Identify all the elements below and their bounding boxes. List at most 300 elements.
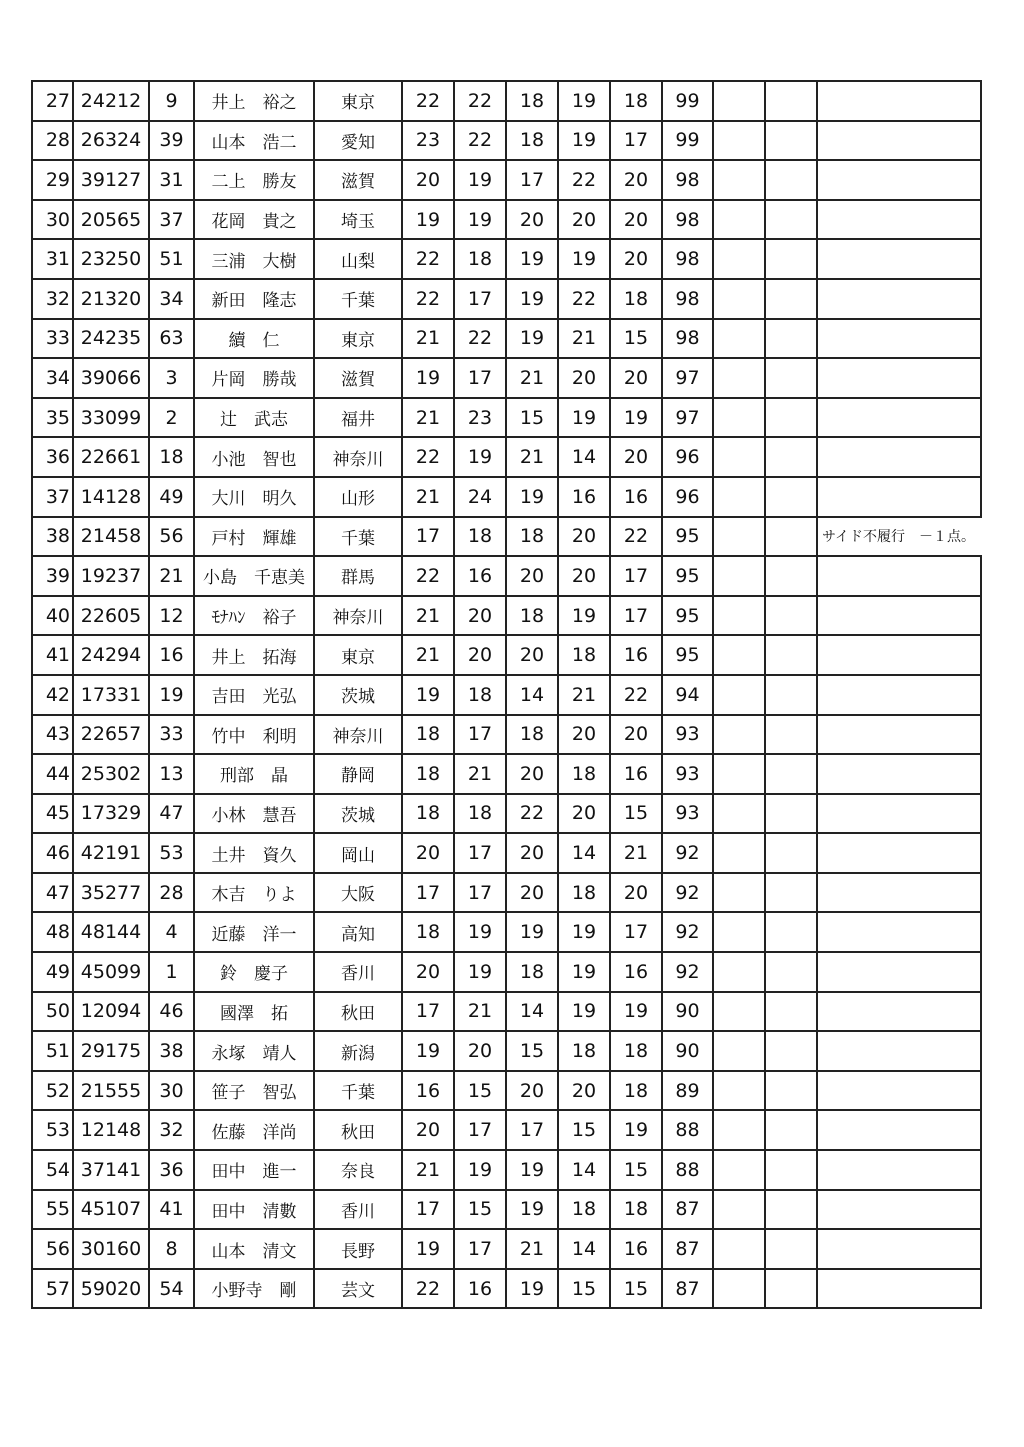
score-2-cell: 17 <box>454 873 506 913</box>
rank-cell: 32 <box>32 279 73 319</box>
blank-cell <box>765 912 817 952</box>
score-3-cell: 15 <box>506 1031 558 1071</box>
total-score-cell: 93 <box>662 794 713 834</box>
score-1-cell: 21 <box>402 596 454 636</box>
rank-cell: 53 <box>32 1110 73 1150</box>
rank-cell: 30 <box>32 200 73 240</box>
remarks-cell <box>817 1269 981 1309</box>
blank-cell <box>765 794 817 834</box>
total-score-cell: 90 <box>662 1031 713 1071</box>
member-id-cell: 24294 <box>73 635 149 675</box>
remarks-cell <box>817 635 981 675</box>
remarks-cell <box>817 556 981 596</box>
table-row <box>32 715 981 755</box>
score-2-cell: 18 <box>454 675 506 715</box>
blank-cell <box>713 873 765 913</box>
remarks-cell <box>817 239 981 279</box>
score-5-cell: 16 <box>610 635 662 675</box>
table-row <box>32 279 981 319</box>
blank-cell <box>765 596 817 636</box>
blank-cell <box>713 596 765 636</box>
score-5-cell: 15 <box>610 794 662 834</box>
competitor-name-cell: 田中 進一 <box>194 1150 314 1190</box>
blank-cell <box>765 635 817 675</box>
member-id-cell: 23250 <box>73 239 149 279</box>
score-5-cell: 18 <box>610 81 662 121</box>
total-score-cell: 93 <box>662 754 713 794</box>
table-row <box>32 1269 981 1309</box>
prefecture-cell: 神奈川 <box>314 715 402 755</box>
total-score-cell: 96 <box>662 477 713 517</box>
score-2-cell: 18 <box>454 794 506 834</box>
member-id-cell: 30160 <box>73 1229 149 1269</box>
blank-cell <box>713 1150 765 1190</box>
member-id-cell: 21555 <box>73 1071 149 1111</box>
score-3-cell: 20 <box>506 1071 558 1111</box>
bib-number-cell: 4 <box>149 912 194 952</box>
table-row <box>32 1150 981 1190</box>
score-4-cell: 21 <box>558 675 610 715</box>
blank-cell <box>765 160 817 200</box>
score-2-cell: 19 <box>454 1150 506 1190</box>
score-4-cell: 14 <box>558 833 610 873</box>
competitor-name-cell: 片岡 勝哉 <box>194 358 314 398</box>
score-4-cell: 20 <box>558 200 610 240</box>
score-3-cell: 18 <box>506 952 558 992</box>
prefecture-cell: 滋賀 <box>314 160 402 200</box>
rank-cell: 29 <box>32 160 73 200</box>
prefecture-cell: 芸文 <box>314 1269 402 1309</box>
score-5-cell: 20 <box>610 239 662 279</box>
blank-cell <box>765 754 817 794</box>
rank-cell: 56 <box>32 1229 73 1269</box>
score-1-cell: 17 <box>402 517 454 557</box>
score-3-cell: 18 <box>506 596 558 636</box>
competitor-name-cell: 小野寺 剛 <box>194 1269 314 1309</box>
table-row <box>32 239 981 279</box>
score-3-cell: 14 <box>506 992 558 1032</box>
table-row <box>32 517 981 557</box>
total-score-cell: 93 <box>662 715 713 755</box>
score-2-cell: 20 <box>454 635 506 675</box>
table-row <box>32 1190 981 1230</box>
prefecture-cell: 滋賀 <box>314 358 402 398</box>
blank-cell <box>713 556 765 596</box>
prefecture-cell: 山梨 <box>314 239 402 279</box>
total-score-cell: 98 <box>662 200 713 240</box>
score-3-cell: 21 <box>506 1229 558 1269</box>
member-id-cell: 17331 <box>73 675 149 715</box>
competitor-name-cell: 井上 裕之 <box>194 81 314 121</box>
competitor-name-cell: 三浦 大樹 <box>194 239 314 279</box>
score-1-cell: 21 <box>402 477 454 517</box>
score-1-cell: 20 <box>402 833 454 873</box>
score-2-cell: 16 <box>454 1269 506 1309</box>
table-row <box>32 1229 981 1269</box>
bib-number-cell: 31 <box>149 160 194 200</box>
remarks-cell <box>817 715 981 755</box>
member-id-cell: 33099 <box>73 398 149 438</box>
prefecture-cell: 岡山 <box>314 833 402 873</box>
score-4-cell: 20 <box>558 556 610 596</box>
prefecture-cell: 東京 <box>314 319 402 359</box>
score-4-cell: 19 <box>558 596 610 636</box>
score-3-cell: 19 <box>506 912 558 952</box>
score-2-cell: 17 <box>454 279 506 319</box>
competitor-name-cell: 國澤 拓 <box>194 992 314 1032</box>
score-2-cell: 17 <box>454 358 506 398</box>
blank-cell <box>765 81 817 121</box>
total-score-cell: 90 <box>662 992 713 1032</box>
score-5-cell: 21 <box>610 833 662 873</box>
table-row <box>32 160 981 200</box>
prefecture-cell: 千葉 <box>314 517 402 557</box>
competitor-name-cell: 戸村 輝雄 <box>194 517 314 557</box>
competitor-name-cell: 大川 明久 <box>194 477 314 517</box>
total-score-cell: 92 <box>662 833 713 873</box>
score-4-cell: 16 <box>558 477 610 517</box>
bib-number-cell: 19 <box>149 675 194 715</box>
remarks-cell <box>817 1110 981 1150</box>
total-score-cell: 97 <box>662 398 713 438</box>
score-3-cell: 20 <box>506 873 558 913</box>
member-id-cell: 14128 <box>73 477 149 517</box>
table-row <box>32 398 981 438</box>
score-2-cell: 17 <box>454 833 506 873</box>
total-score-cell: 95 <box>662 596 713 636</box>
table-row <box>32 319 981 359</box>
score-1-cell: 19 <box>402 358 454 398</box>
rank-cell: 52 <box>32 1071 73 1111</box>
remarks-cell <box>817 1031 981 1071</box>
score-4-cell: 20 <box>558 517 610 557</box>
competitor-name-cell: 刑部 晶 <box>194 754 314 794</box>
bib-number-cell: 21 <box>149 556 194 596</box>
blank-cell <box>713 794 765 834</box>
blank-cell <box>765 358 817 398</box>
rank-cell: 51 <box>32 1031 73 1071</box>
member-id-cell: 37141 <box>73 1150 149 1190</box>
table-row <box>32 952 981 992</box>
member-id-cell: 12148 <box>73 1110 149 1150</box>
total-score-cell: 87 <box>662 1190 713 1230</box>
blank-cell <box>765 833 817 873</box>
competitor-name-cell: 竹中 利明 <box>194 715 314 755</box>
member-id-cell: 22657 <box>73 715 149 755</box>
score-4-cell: 19 <box>558 952 610 992</box>
member-id-cell: 39127 <box>73 160 149 200</box>
blank-cell <box>713 279 765 319</box>
score-5-cell: 20 <box>610 715 662 755</box>
score-2-cell: 20 <box>454 596 506 636</box>
score-4-cell: 18 <box>558 1190 610 1230</box>
bib-number-cell: 9 <box>149 81 194 121</box>
member-id-cell: 22605 <box>73 596 149 636</box>
score-3-cell: 21 <box>506 358 558 398</box>
competitor-name-cell: 辻 武志 <box>194 398 314 438</box>
score-1-cell: 22 <box>402 437 454 477</box>
member-id-cell: 20565 <box>73 200 149 240</box>
score-3-cell: 19 <box>506 477 558 517</box>
rank-cell: 46 <box>32 833 73 873</box>
prefecture-cell: 新潟 <box>314 1031 402 1071</box>
score-5-cell: 18 <box>610 1031 662 1071</box>
blank-cell <box>765 1150 817 1190</box>
table-row <box>32 200 981 240</box>
competitor-name-cell: 小島 千恵美 <box>194 556 314 596</box>
score-4-cell: 20 <box>558 1071 610 1111</box>
score-4-cell: 22 <box>558 160 610 200</box>
competitor-name-cell: 山本 清文 <box>194 1229 314 1269</box>
prefecture-cell: 茨城 <box>314 675 402 715</box>
remarks-cell <box>817 952 981 992</box>
remarks-cell <box>817 81 981 121</box>
table-row <box>32 556 981 596</box>
score-1-cell: 18 <box>402 754 454 794</box>
blank-cell <box>713 358 765 398</box>
rank-cell: 48 <box>32 912 73 952</box>
member-id-cell: 24235 <box>73 319 149 359</box>
remarks-cell <box>817 160 981 200</box>
remarks-cell <box>817 319 981 359</box>
blank-cell <box>713 1071 765 1111</box>
prefecture-cell: 福井 <box>314 398 402 438</box>
score-2-cell: 22 <box>454 81 506 121</box>
bib-number-cell: 12 <box>149 596 194 636</box>
remarks-cell <box>817 1071 981 1111</box>
competitor-name-cell: 小池 智也 <box>194 437 314 477</box>
prefecture-cell: 愛知 <box>314 121 402 161</box>
score-1-cell: 19 <box>402 1229 454 1269</box>
score-3-cell: 19 <box>506 1150 558 1190</box>
blank-cell <box>713 715 765 755</box>
rank-cell: 33 <box>32 319 73 359</box>
member-id-cell: 17329 <box>73 794 149 834</box>
bib-number-cell: 47 <box>149 794 194 834</box>
score-3-cell: 18 <box>506 715 558 755</box>
score-3-cell: 20 <box>506 200 558 240</box>
table-row <box>32 754 981 794</box>
score-1-cell: 21 <box>402 1150 454 1190</box>
remarks-cell <box>817 358 981 398</box>
total-score-cell: 87 <box>662 1229 713 1269</box>
bib-number-cell: 41 <box>149 1190 194 1230</box>
blank-cell <box>765 952 817 992</box>
total-score-cell: 96 <box>662 437 713 477</box>
competitor-name-cell: 土井 資久 <box>194 833 314 873</box>
blank-cell <box>765 319 817 359</box>
score-1-cell: 20 <box>402 952 454 992</box>
total-score-cell: 98 <box>662 319 713 359</box>
total-score-cell: 97 <box>662 358 713 398</box>
score-1-cell: 20 <box>402 1110 454 1150</box>
score-2-cell: 19 <box>454 912 506 952</box>
score-3-cell: 18 <box>506 517 558 557</box>
bib-number-cell: 51 <box>149 239 194 279</box>
rank-cell: 50 <box>32 992 73 1032</box>
score-3-cell: 17 <box>506 160 558 200</box>
member-id-cell: 42191 <box>73 833 149 873</box>
remarks-cell <box>817 200 981 240</box>
prefecture-cell: 山形 <box>314 477 402 517</box>
rank-cell: 43 <box>32 715 73 755</box>
blank-cell <box>765 1071 817 1111</box>
prefecture-cell: 香川 <box>314 952 402 992</box>
total-score-cell: 94 <box>662 675 713 715</box>
member-id-cell: 35277 <box>73 873 149 913</box>
score-4-cell: 20 <box>558 794 610 834</box>
score-1-cell: 17 <box>402 873 454 913</box>
blank-cell <box>765 1110 817 1150</box>
remarks-cell <box>817 279 981 319</box>
table-row <box>32 437 981 477</box>
rank-cell: 40 <box>32 596 73 636</box>
bib-number-cell: 18 <box>149 437 194 477</box>
score-4-cell: 18 <box>558 873 610 913</box>
remarks-cell <box>817 873 981 913</box>
score-3-cell: 14 <box>506 675 558 715</box>
blank-cell <box>713 517 765 557</box>
bib-number-cell: 36 <box>149 1150 194 1190</box>
score-4-cell: 18 <box>558 635 610 675</box>
bib-number-cell: 32 <box>149 1110 194 1150</box>
blank-cell <box>713 1031 765 1071</box>
rank-cell: 42 <box>32 675 73 715</box>
blank-cell <box>713 437 765 477</box>
blank-cell <box>765 1031 817 1071</box>
rank-cell: 39 <box>32 556 73 596</box>
score-3-cell: 19 <box>506 279 558 319</box>
member-id-cell: 59020 <box>73 1269 149 1309</box>
total-score-cell: 95 <box>662 517 713 557</box>
remarks-cell <box>817 992 981 1032</box>
blank-cell <box>765 517 817 557</box>
bib-number-cell: 33 <box>149 715 194 755</box>
score-2-cell: 23 <box>454 398 506 438</box>
score-1-cell: 19 <box>402 200 454 240</box>
rank-cell: 34 <box>32 358 73 398</box>
bib-number-cell: 53 <box>149 833 194 873</box>
blank-cell <box>765 121 817 161</box>
score-5-cell: 15 <box>610 1150 662 1190</box>
blank-cell <box>765 1269 817 1309</box>
remarks-cell <box>817 437 981 477</box>
competitor-name-cell: 木吉 りよ <box>194 873 314 913</box>
score-5-cell: 16 <box>610 754 662 794</box>
member-id-cell: 45099 <box>73 952 149 992</box>
rank-cell: 49 <box>32 952 73 992</box>
rank-cell: 28 <box>32 121 73 161</box>
rank-cell: 41 <box>32 635 73 675</box>
blank-cell <box>713 81 765 121</box>
rank-cell: 45 <box>32 794 73 834</box>
score-5-cell: 17 <box>610 912 662 952</box>
prefecture-cell: 千葉 <box>314 279 402 319</box>
score-4-cell: 15 <box>558 1269 610 1309</box>
score-2-cell: 15 <box>454 1071 506 1111</box>
score-1-cell: 20 <box>402 160 454 200</box>
score-5-cell: 19 <box>610 992 662 1032</box>
bib-number-cell: 1 <box>149 952 194 992</box>
bib-number-cell: 37 <box>149 200 194 240</box>
score-3-cell: 20 <box>506 635 558 675</box>
results-table <box>31 80 982 1309</box>
score-1-cell: 23 <box>402 121 454 161</box>
bib-number-cell: 49 <box>149 477 194 517</box>
score-5-cell: 19 <box>610 398 662 438</box>
total-score-cell: 92 <box>662 912 713 952</box>
member-id-cell: 21458 <box>73 517 149 557</box>
score-3-cell: 15 <box>506 398 558 438</box>
competitor-name-cell: 花岡 貴之 <box>194 200 314 240</box>
competitor-name-cell: 小林 慧吾 <box>194 794 314 834</box>
remarks-cell <box>817 477 981 517</box>
blank-cell <box>765 1229 817 1269</box>
blank-cell <box>713 477 765 517</box>
member-id-cell: 48144 <box>73 912 149 952</box>
blank-cell <box>765 279 817 319</box>
total-score-cell: 88 <box>662 1150 713 1190</box>
prefecture-cell: 神奈川 <box>314 437 402 477</box>
score-2-cell: 18 <box>454 517 506 557</box>
member-id-cell: 29175 <box>73 1031 149 1071</box>
blank-cell <box>713 675 765 715</box>
competitor-name-cell: ﾓﾅﾊﾝ 裕子 <box>194 596 314 636</box>
competitor-name-cell: 井上 拓海 <box>194 635 314 675</box>
table-row <box>32 1110 981 1150</box>
score-4-cell: 19 <box>558 81 610 121</box>
remarks-cell <box>817 596 981 636</box>
prefecture-cell: 静岡 <box>314 754 402 794</box>
score-3-cell: 20 <box>506 556 558 596</box>
total-score-cell: 92 <box>662 952 713 992</box>
score-1-cell: 18 <box>402 794 454 834</box>
score-2-cell: 19 <box>454 200 506 240</box>
total-score-cell: 98 <box>662 239 713 279</box>
remarks-cell <box>817 398 981 438</box>
prefecture-cell: 大阪 <box>314 873 402 913</box>
bib-number-cell: 2 <box>149 398 194 438</box>
competitor-name-cell: 佐藤 洋尚 <box>194 1110 314 1150</box>
table-row <box>32 873 981 913</box>
blank-cell <box>713 200 765 240</box>
table-row <box>32 833 981 873</box>
score-4-cell: 19 <box>558 992 610 1032</box>
score-1-cell: 22 <box>402 81 454 121</box>
score-3-cell: 20 <box>506 754 558 794</box>
prefecture-cell: 長野 <box>314 1229 402 1269</box>
score-4-cell: 22 <box>558 279 610 319</box>
score-2-cell: 18 <box>454 239 506 279</box>
results-body <box>32 81 981 1308</box>
score-3-cell: 19 <box>506 319 558 359</box>
bib-number-cell: 46 <box>149 992 194 1032</box>
rank-cell: 47 <box>32 873 73 913</box>
score-1-cell: 21 <box>402 398 454 438</box>
blank-cell <box>713 121 765 161</box>
blank-cell <box>713 1269 765 1309</box>
remarks-cell <box>817 912 981 952</box>
remarks-cell: サイド不履行 －１点。 <box>817 517 981 557</box>
score-3-cell: 20 <box>506 833 558 873</box>
score-4-cell: 19 <box>558 912 610 952</box>
blank-cell <box>765 437 817 477</box>
table-row <box>32 596 981 636</box>
rank-cell: 55 <box>32 1190 73 1230</box>
rank-cell: 36 <box>32 437 73 477</box>
score-1-cell: 21 <box>402 635 454 675</box>
blank-cell <box>713 160 765 200</box>
